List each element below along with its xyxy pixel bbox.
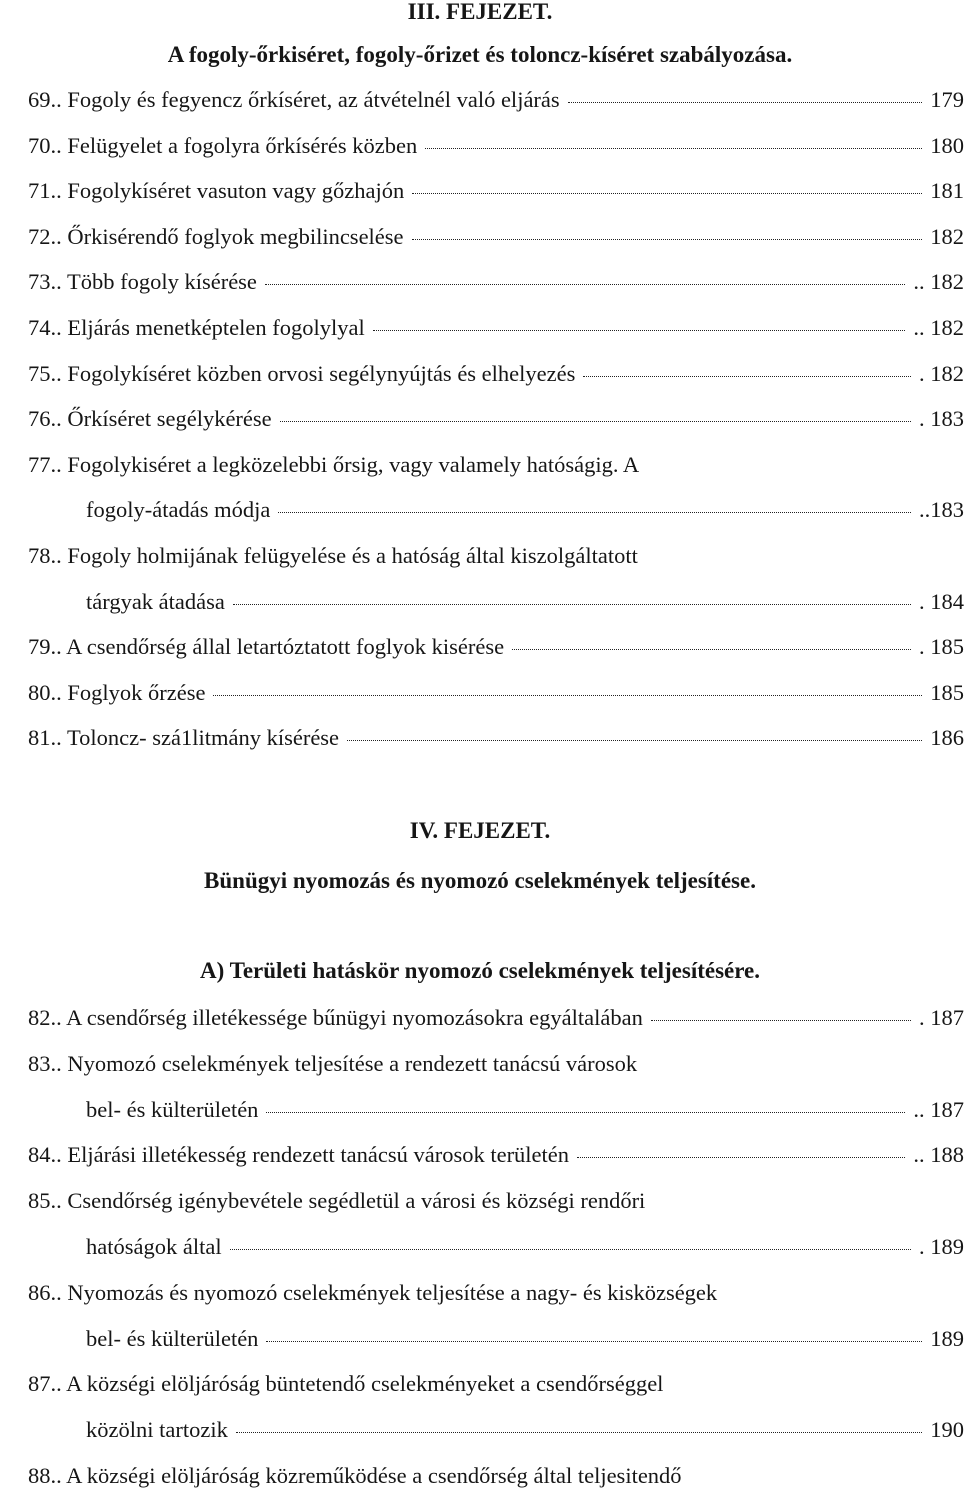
toc-entry	[28, 222, 964, 252]
dot-leader	[236, 1432, 922, 1433]
dot-leader	[577, 1157, 905, 1158]
toc-entry	[28, 1461, 964, 1491]
toc-entry	[28, 313, 964, 343]
toc-entry-title: bel- és külterületén	[86, 1325, 259, 1351]
toc-entry	[28, 131, 964, 161]
toc-entry	[28, 359, 964, 389]
toc-page-number: 181	[930, 178, 964, 204]
dot-leader	[266, 1341, 922, 1342]
toc-page-number: .. 182	[913, 269, 964, 295]
toc-entry-title: 88.. A községi elöljáróság közreműködése a csendőrség által teljesitendő	[28, 1463, 682, 1488]
toc-entry-continuation	[28, 1415, 964, 1445]
chapter-4-section-heading: A) Területi hatáskör nyomozó cselekmények teljesítésére.	[200, 958, 760, 983]
toc-entry-title: bel- és külterületén	[86, 1096, 259, 1122]
dot-leader	[230, 1249, 911, 1250]
toc-entry-title: 70.. Felügyelet a fogolyra őrkísérés közben	[28, 132, 418, 158]
toc-entry-title: 73.. Több fogoly kísérése	[28, 269, 257, 295]
toc-page-number: 182	[930, 223, 964, 249]
dot-leader	[583, 376, 911, 377]
dot-leader	[373, 330, 905, 331]
toc-entry-continuation	[28, 1095, 964, 1125]
toc-entry-title: 81.. Toloncz- szá1litmány kísérése	[28, 725, 340, 751]
dot-leader	[280, 421, 911, 422]
toc-entry	[28, 404, 964, 434]
toc-entry	[28, 1369, 964, 1399]
toc-page-number: 180	[930, 132, 964, 158]
toc-entry-title: 83.. Nyomozó cselekmények teljesítése a rendezett tanácsú városok	[28, 1050, 638, 1076]
toc-entry-continuation	[28, 1324, 964, 1354]
toc-entry-title: 69.. Fogoly és fegyencz őrkíséret, az átvételnél való eljárás	[28, 87, 560, 112]
dot-leader	[651, 1020, 911, 1021]
toc-entry-continuation	[28, 495, 964, 525]
toc-entry	[28, 267, 964, 297]
dot-leader	[233, 604, 911, 605]
toc-entry-title: 74.. Eljárás menetképtelen fogolylyal	[28, 315, 365, 340]
toc-page-number: 179	[930, 87, 964, 112]
toc-page-number: . 185	[919, 634, 964, 660]
toc-page-number: . 182	[919, 360, 964, 386]
dot-leader	[278, 512, 911, 513]
toc-entry-title: 80.. Foglyok őrzése	[28, 679, 206, 705]
toc-page-number: .. 182	[913, 315, 964, 340]
toc-entry	[28, 1003, 964, 1033]
toc-entry-title: 84.. Eljárási illetékesség rendezett tanácsú városok területén	[28, 1142, 570, 1168]
dot-leader	[412, 193, 922, 194]
toc-entry-title: hatóságok által	[86, 1234, 222, 1259]
toc-entry	[28, 176, 964, 206]
toc-entry-title: közölni tartozik	[86, 1417, 228, 1443]
toc-entry-title: 78.. Fogoly holmijának felügyelése és a hatóság által kiszolgáltatott	[28, 543, 638, 568]
toc-entry	[28, 723, 964, 753]
toc-entry-continuation	[28, 587, 964, 617]
toc-entry-title: 71.. Fogolykíséret vasuton vagy gőzhajón	[28, 178, 405, 204]
dot-leader	[412, 239, 922, 240]
toc-entry-title: 86.. Nyomozás és nyomozó cselekmények teljesítése a nagy- és kisközségek	[28, 1279, 718, 1305]
toc-page-number: .. 188	[913, 1142, 964, 1168]
toc-entry-title: 75.. Fogolykíséret közben orvosi segélynyújtás és elhelyezés	[28, 360, 576, 386]
toc-page-number: . 184	[919, 588, 964, 614]
toc-entry-title: fogoly-átadás módja	[86, 497, 271, 523]
dot-leader	[512, 649, 911, 650]
toc-page-number: . 183	[919, 406, 964, 432]
toc-entry-continuation	[28, 1232, 964, 1262]
toc-entry	[28, 1278, 964, 1308]
dot-leader	[568, 102, 922, 103]
chapter-4-heading: IV. FEJEZET.	[409, 818, 551, 843]
dot-leader	[266, 1112, 905, 1113]
toc-entry	[28, 1140, 964, 1170]
toc-entry-title: 76.. Őrkíséret segélykérése	[28, 406, 272, 432]
toc-entry	[28, 678, 964, 708]
toc-entry-title: 82.. A csendőrség illetékessége bűnügyi nyomozásokra egyáltalában	[28, 1005, 643, 1030]
toc-page-number: . 187	[919, 1005, 964, 1030]
toc-entry	[28, 541, 964, 571]
toc-entry	[28, 1186, 964, 1216]
toc-entry-title: 72.. Őrkisérendő foglyok megbilincselése	[28, 223, 404, 249]
toc-entry	[28, 450, 964, 480]
toc-entry-title: tárgyak átadása	[86, 588, 225, 614]
toc-entry-title: 87.. A községi elöljáróság büntetendő cselekményeket a csendőrséggel	[28, 1371, 664, 1397]
chapter-3-heading: III. FEJEZET.	[407, 0, 553, 24]
toc-entry-title: 77.. Fogolykiséret a legközelebbi őrsig, vagy valamely hatóságig. A	[28, 451, 640, 477]
toc-page-number: .. 187	[913, 1096, 964, 1122]
chapter-3-subheading: A fogoly-őrkiséret, fogoly-őrizet és toloncz-kíséret szabályozása.	[167, 42, 793, 67]
toc-page-number: . 189	[919, 1234, 964, 1259]
toc-page-number: 190	[930, 1417, 964, 1443]
dot-leader	[425, 148, 922, 149]
dot-leader	[213, 695, 922, 696]
toc-entry	[28, 85, 964, 115]
chapter-4-subheading: Bünügyi nyomozás és nyomozó cselekmények teljesítése.	[204, 868, 756, 893]
toc-entry	[28, 632, 964, 662]
dot-leader	[347, 740, 922, 741]
toc-entry-title: 79.. A csendőrség állal letartóztatott foglyok kisérése	[28, 634, 505, 660]
toc-page-number: 189	[930, 1325, 964, 1351]
dot-leader	[265, 284, 905, 285]
toc-entry	[28, 1049, 964, 1079]
toc-entry-title: 85.. Csendőrség igénybevétele segédletül a városi és községi rendőri	[28, 1188, 646, 1214]
toc-page-number: 185	[930, 679, 964, 705]
toc-page-number: 186	[930, 725, 964, 751]
toc-page-number: ..183	[919, 497, 964, 523]
